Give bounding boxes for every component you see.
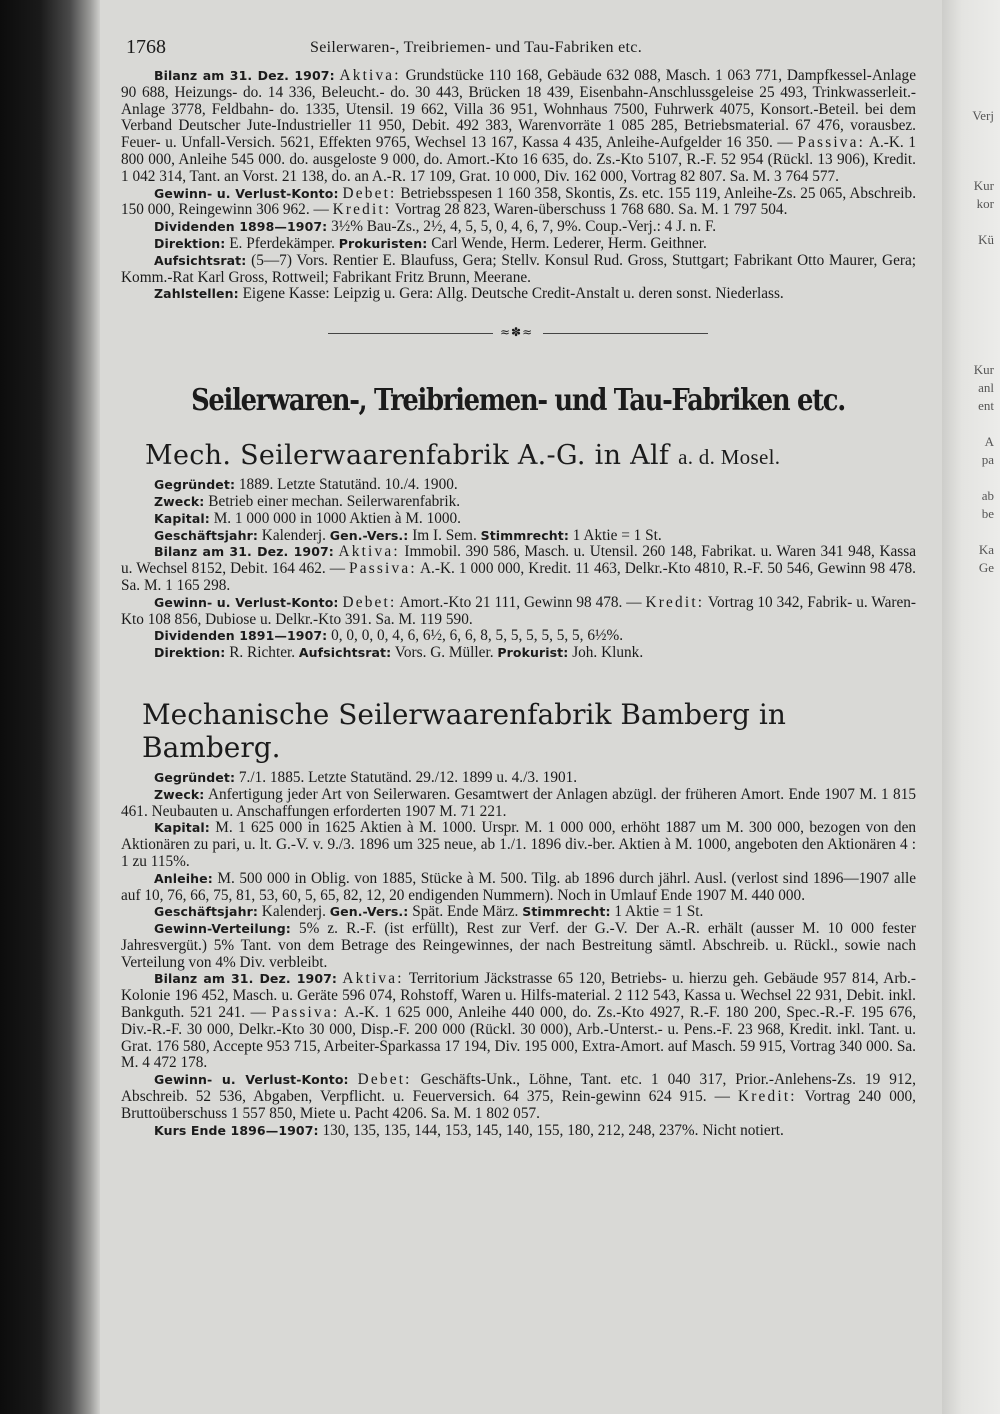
balance-sheet-entry: Bilanz am 31. Dez. 1907: Aktiva: Territorium Jäckstrasse 65 120, Betriebs- u. hierzu geh. Gebäude 957 814, Arb.-Kolonie 196 452, Masch. u. Geräte 596 074, Rohstoff, Waren u. Hilfs-material. 2 112 543, Kassa u. Wechsel 22 931, Debit. inkl. Bankguth. 521 241. — Passiva: A.-K. 1 625 000, Anleihe 440 000, do. Zs.-Kto 4927, R.-F. 180 200, Spec.-R.-F. 195 676, Div.-R.-F. 30 000, Delkr.-Kto 30 000, Disp.-F. 200 000 (Rückl. 30 000), Arb.-Unterst.- u. Pens.-F. 23 968, Kredit. inkl. Tant. u. Grat. 176 580, Accepte 953 715, Arbeiter-Sparkassa 17 194, Div. 195 000, Extra-Amort. auf Masch. 59 915, Vortrag 340 000. Sa. M. 4 472 178. <box>121 970 917 1072</box>
profit-loss-entry: Gewinn- u. Verlust-Konto: Debet: Betriebsspesen 1 160 358, Skontis, Zs. etc. 155 119, Anleihe-Zs. 25 065, Abschreib. 150 000, Reingewinn 306 962. — Kredit: Vortrag 28 823, Waren-überschuss 1 768 680. Sa. M. 1 797 504. <box>121 184 917 219</box>
page <box>112 30 924 1400</box>
margin-fragment: Ka <box>978 542 994 557</box>
company-entries <box>112 477 924 662</box>
margin-fragment: pa <box>981 452 994 467</box>
margin-fragment: anl <box>978 380 994 395</box>
adjacent-page-strip <box>942 0 1000 1414</box>
balance-sheet-entry: Bilanz am 31. Dez. 1907: Aktiva: Immobil. 390 586, Masch. u. Utensil. 260 148, Fabrikat. u. Waren 341 948, Kassa u. Wechsel 8152, Debit. 164 462. — Passiva: A.-K. 1 000 000, Kredit. 11 463, Delkr.-Kto 4810, R.-F. 50 546, Gewinn 98 478. Sa. M. 1 165 298. <box>121 543 917 594</box>
business-year-entry: Geschäftsjahr: Kalenderj. Gen.-Vers.: Im I. Sem. Stimmrecht: 1 Aktie = 1 St. <box>154 526 662 544</box>
margin-fragment: Ge <box>978 560 994 575</box>
capital-entry: Kapital: M. 1 625 000 in 1625 Aktien à M. 1000. Urspr. M. 1 000 000, erhöht 1887 um M. 300 000, bezogen von den Aktionären zu pari, u. lt. G.-V. v. 9./3. 1896 um 325 neue, ab 1./1. 1896 div.-ber. Aktien à M. 1000, angeboten den Aktionären 4 : 1 zu 115%. <box>121 819 917 870</box>
purpose-entry: Zweck: Anfertigung jeder Art von Seilerwaren. Gesamtwert der Anlagen abzügl. der früheren Amort. Ende 1907 M. 1 815 461. Neubauten u. Anschaffungen erforderten 1907 M. 71 221. <box>121 785 916 820</box>
margin-fragment: Verj <box>972 108 994 123</box>
margin-fragment: ab <box>981 488 994 503</box>
supervisory-board-entry: Aufsichtsrat: (5—7) Vors. Rentier E. Blaufuss, Gera; Stellv. Konsul Rud. Gross, Stuttgart; Fabrikant Otto Maurer, Gera; Komm.-Rat Karl Gross, Rottweil; Fabrikant Fritz Brunn, Meerane. <box>121 251 917 286</box>
profit-loss-entry: Gewinn- u. Verlust-Konto: Debet: Geschäfts-Unk., Löhne, Tant. etc. 1 040 317, Prior.-Anlehens-Zs. 19 912, Abschreib. 52 536, Abgaben, Verpflicht. u. Feuerversich. 64 375, Rein-gewinn 624 915. — Kredit: Vortrag 240 000, Bruttoüberschuss 1 557 850, Miete u. Pacht 4206. Sa. M. 1 802 057. <box>121 1071 916 1122</box>
company-entries <box>112 770 924 1140</box>
management-entry: Direktion: R. Richter. Aufsichtsrat: Vors. G. Müller. Prokurist: Joh. Klunk. <box>154 644 644 662</box>
margin-fragment: be <box>981 506 994 521</box>
capital-entry: Kapital: M. 1 000 000 in 1000 Aktien à M. 1000. <box>154 509 461 527</box>
ornament-icon: ≈✽≈ <box>500 325 534 340</box>
dividends-entry: Dividenden 1891—1907: 0, 0, 0, 0, 4, 6, 6½, 6, 6, 8, 5, 5, 5, 5, 5, 5, 6½%. <box>154 627 624 645</box>
dividends-entry: Dividenden 1898—1907: 3½% Bau-Zs., 2½, 4, 5, 5, 0, 4, 6, 7, 9%. Coup.-Verj.: 4 J. n. F. <box>154 218 717 236</box>
profit-loss-entry: Gewinn- u. Verlust-Konto: Debet: Amort.-Kto 21 111, Gewinn 98 478. — Kredit: Vortrag 10 342, Fabrik- u. Waren-Kto 108 856, Dubiose u. Delkr.-Kto 391. Sa. M. 119 590. <box>121 593 916 628</box>
margin-fragment: ent <box>978 398 994 413</box>
margin-fragment: Kur <box>973 362 994 377</box>
margin-fragment: A <box>984 434 994 449</box>
page-header <box>112 30 924 60</box>
margin-fragment: kor <box>976 196 994 211</box>
paying-agents-entry: Zahlstellen: Eigene Kasse: Leipzig u. Gera: Allg. Deutsche Credit-Anstalt u. deren sonst. Niederlass. <box>154 285 784 303</box>
founded-entry: Gegründet: 7./1. 1885. Letzte Statutänd. 29./12. 1899 u. 4./3. 1901. <box>154 768 578 786</box>
founded-entry: Gegründet: 1889. Letzte Statutänd. 10./4. 1900. <box>154 476 458 494</box>
purpose-entry: Zweck: Betrieb einer mechan. Seilerwarenfabrik. <box>154 492 461 510</box>
profit-distribution-entry: Gewinn-Verteilung: 5% z. R.-F. (ist erfüllt), Rest zur Verf. der G.-V. Der A.-R. erhält (ausser M. 10 000 fester Jahresvergüt.) 5% Tant. von dem Betrage des Reingewinnes, der nach Bestreitung sämtl. Abschreib. u. Rückl., sowie nach Verteilung von 4% Div. verbleibt. <box>121 920 916 971</box>
business-year-entry: Geschäftsjahr: Kalenderj. Gen.-Vers.: Spät. Ende März. Stimmrecht: 1 Aktie = 1 St. <box>154 903 704 921</box>
share-price-entry: Kurs Ende 1896—1907: 130, 135, 135, 144, 153, 145, 140, 155, 180, 212, 248, 237%. Nicht notiert. <box>154 1121 784 1139</box>
balance-sheet-entry: Bilanz am 31. Dez. 1907: Aktiva: Grundstücke 110 168, Gebäude 632 088, Masch. 1 063 771, Dampfkessel-Anlage 90 688, Heizungs- do. 14 336, Beleucht.- do. 30 443, Brücken 18 439, Eisenbahn-Anschlussgeleise 25 493, Trinkwasserleit.-Anlage 3778, Feldbahn- do. 1335, Utensil. 19 662, Villa 36 951, Wohnhaus 7500, Fuhrwerk 4075, Konsort.-Beteil. bei dem Verband Deutscher Jute-Industrieller 11 950, Debit. 492 383, Warenvorräte 1 085 285, Betriebsmaterial. 67 476, vorausbez. Feuer- u. Unfall-Versich. 5621, Effekten 9765, Wechsel 13 167, Kassa 4 435, Anleihe-Aufgelder 16 350. — Passiva: A.-K. 1 800 000, Anleihe 545 000. do. ausgeloste 9 000, do. Amort.-Kto 16 635, do. Zs.-Kto 5107, R.-F. 52 954 (Rückl. 13 906), Kredit. 1 042 314, Tant. an Vorst. 21 138, do. an A.-R. 17 109, Grat. 10 000, Div. 162 000, Vortrag 82 807. Sa. M. 3 764 577. <box>121 67 916 185</box>
company-title: Mech. Seilerwaarenfabrik A.-G. in Alf a. d. Mosel. <box>145 440 781 472</box>
margin-fragment: Kur <box>973 178 994 193</box>
previous-company-block <box>112 68 924 303</box>
section-title: Seilerwaren-, Treibriemen- und Tau-Fabriken etc. <box>191 383 845 419</box>
company-title: Mechanische Seilerwaarenfabrik Bamberg in Bamberg. <box>142 697 786 764</box>
running-title: Seilerwaren-, Treibriemen- und Tau-Fabriken etc. <box>310 39 643 56</box>
management-entry: Direktion: E. Pferdekämper. Prokuristen: Carl Wende, Herm. Lederer, Herm. Geithner. <box>154 234 707 252</box>
section-divider-ornament <box>328 327 708 339</box>
margin-fragment: Kü <box>978 232 994 247</box>
page-number: 1768 <box>126 36 166 58</box>
bond-entry: Anleihe: M. 500 000 in Oblig. von 1885, Stücke à M. 500. Tilg. ab 1896 durch jährl. Ausl. (verlost sind 1896—1907 alle auf 10, 76, 66, 75, 81, 53, 60, 5, 65, 82, 12, 20 endigenden Nummern). Noch in Umlauf Ende 1907 M. 440 000. <box>121 869 916 904</box>
binding-gutter <box>0 0 100 1414</box>
